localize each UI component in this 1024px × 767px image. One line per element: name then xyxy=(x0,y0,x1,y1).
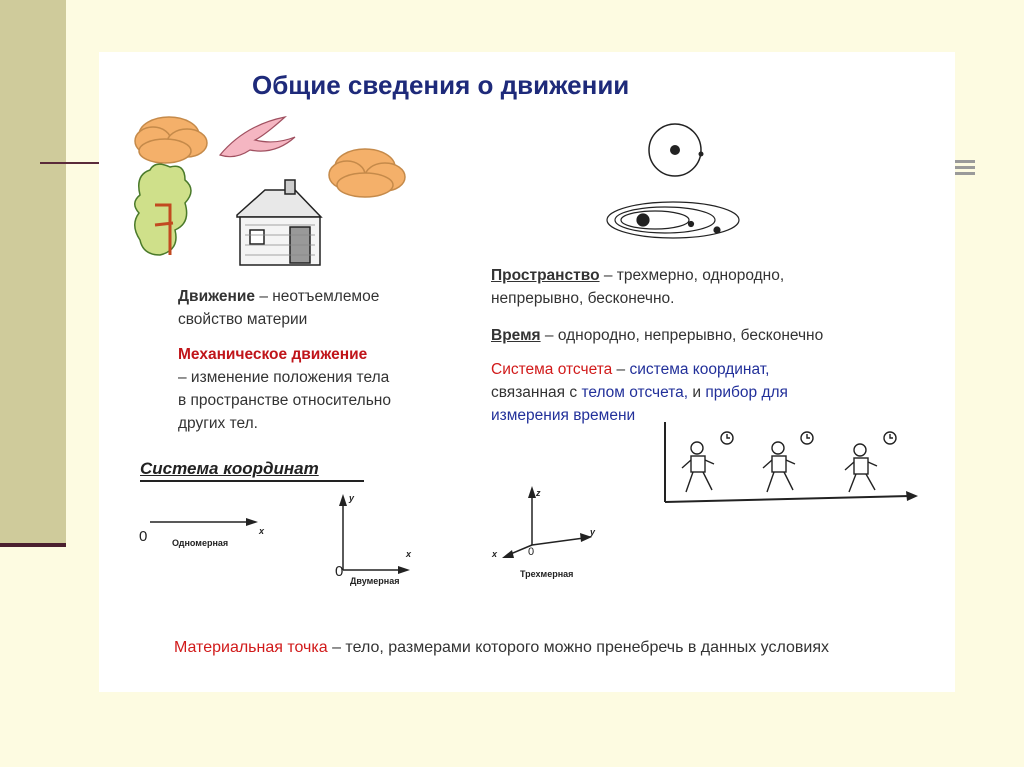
three-dim-zero: 0 xyxy=(528,546,535,558)
mechanical-motion-definition xyxy=(178,343,391,435)
material-point-definition xyxy=(174,636,894,660)
frame-line2-d: прибор для xyxy=(705,384,788,401)
mech-line3: других тел. xyxy=(178,415,258,432)
coordinates-heading: Система координат xyxy=(140,459,319,478)
frame-line2-a: связанная с xyxy=(491,384,582,401)
time-definition xyxy=(491,324,823,347)
nature-illustration xyxy=(125,105,435,270)
frame-line2-c: и xyxy=(688,384,706,401)
motion-term: Движение xyxy=(178,288,256,305)
coordinates-heading-underline xyxy=(140,480,364,482)
motion-def-line1: – неотъемлемое xyxy=(255,288,380,305)
mech-line2: в пространстве относительно xyxy=(178,392,391,409)
two-dim-label: Двумерная xyxy=(350,576,400,586)
space-definition xyxy=(491,264,784,310)
slide-title: Общие сведения о движении xyxy=(252,70,630,100)
orbit-illustration xyxy=(595,120,755,255)
one-dim-x-label: x xyxy=(259,526,265,536)
material-point-term: Материальная точка xyxy=(174,639,328,656)
reference-frame-definition xyxy=(491,358,788,427)
time-axis-horizontal xyxy=(665,496,910,502)
time-def: – однородно, непрерывно, бесконечно xyxy=(540,327,824,344)
one-dim-zero: 0 xyxy=(139,528,148,545)
three-dim-y-label: y xyxy=(590,527,596,537)
mechanical-motion-term: Механическое движение xyxy=(178,346,368,363)
boy-figure-icon xyxy=(682,432,733,492)
frame-line2-b: телом отсчета, xyxy=(581,384,689,401)
three-dim-x-label: x xyxy=(492,549,498,559)
material-point-def: – тело, размерами которого можно пренебречь в данных условиях xyxy=(327,639,829,656)
three-dim-z-label: z xyxy=(536,488,541,498)
boy-figure-icon xyxy=(845,432,896,492)
frame-dash: – xyxy=(612,361,630,378)
three-dim-label: Трехмерная xyxy=(520,569,574,579)
solar-system-icon xyxy=(607,202,739,238)
planet-orbit-icon xyxy=(649,124,704,176)
three-dim-axes xyxy=(492,483,602,563)
tree-icon xyxy=(135,164,191,255)
boy-figure-icon xyxy=(763,432,813,492)
house-icon xyxy=(237,180,321,265)
bird-icon xyxy=(220,117,295,157)
header-rule-right xyxy=(955,160,975,178)
side-strip-rule xyxy=(0,543,66,547)
mech-line1: – изменение положения тела xyxy=(178,369,390,386)
motion-def-line2: свойство материи xyxy=(178,311,308,328)
space-def-line1: – трехмерно, однородно, xyxy=(599,267,785,284)
header-rule-left xyxy=(40,162,100,164)
two-dim-axes xyxy=(330,490,420,580)
frame-term: Система отсчета xyxy=(491,361,613,378)
motion-definition xyxy=(178,285,379,331)
side-strip xyxy=(0,0,66,545)
frame-line3: измерения времени xyxy=(491,407,636,424)
two-dim-x-label: x xyxy=(406,549,412,559)
one-dim-axis xyxy=(140,512,270,532)
space-def-line2: непрерывно, бесконечно. xyxy=(491,290,675,307)
frame-coords: система координат, xyxy=(629,361,770,378)
cloud-icon xyxy=(135,117,207,163)
walking-boys-illustration xyxy=(660,420,925,508)
one-dim-label: Одномерная xyxy=(172,538,229,548)
time-term: Время xyxy=(491,327,541,344)
two-dim-zero: 0 xyxy=(335,563,344,580)
cloud-icon xyxy=(329,149,405,197)
two-dim-y-label: y xyxy=(349,493,355,503)
space-term: Пространство xyxy=(491,267,600,284)
